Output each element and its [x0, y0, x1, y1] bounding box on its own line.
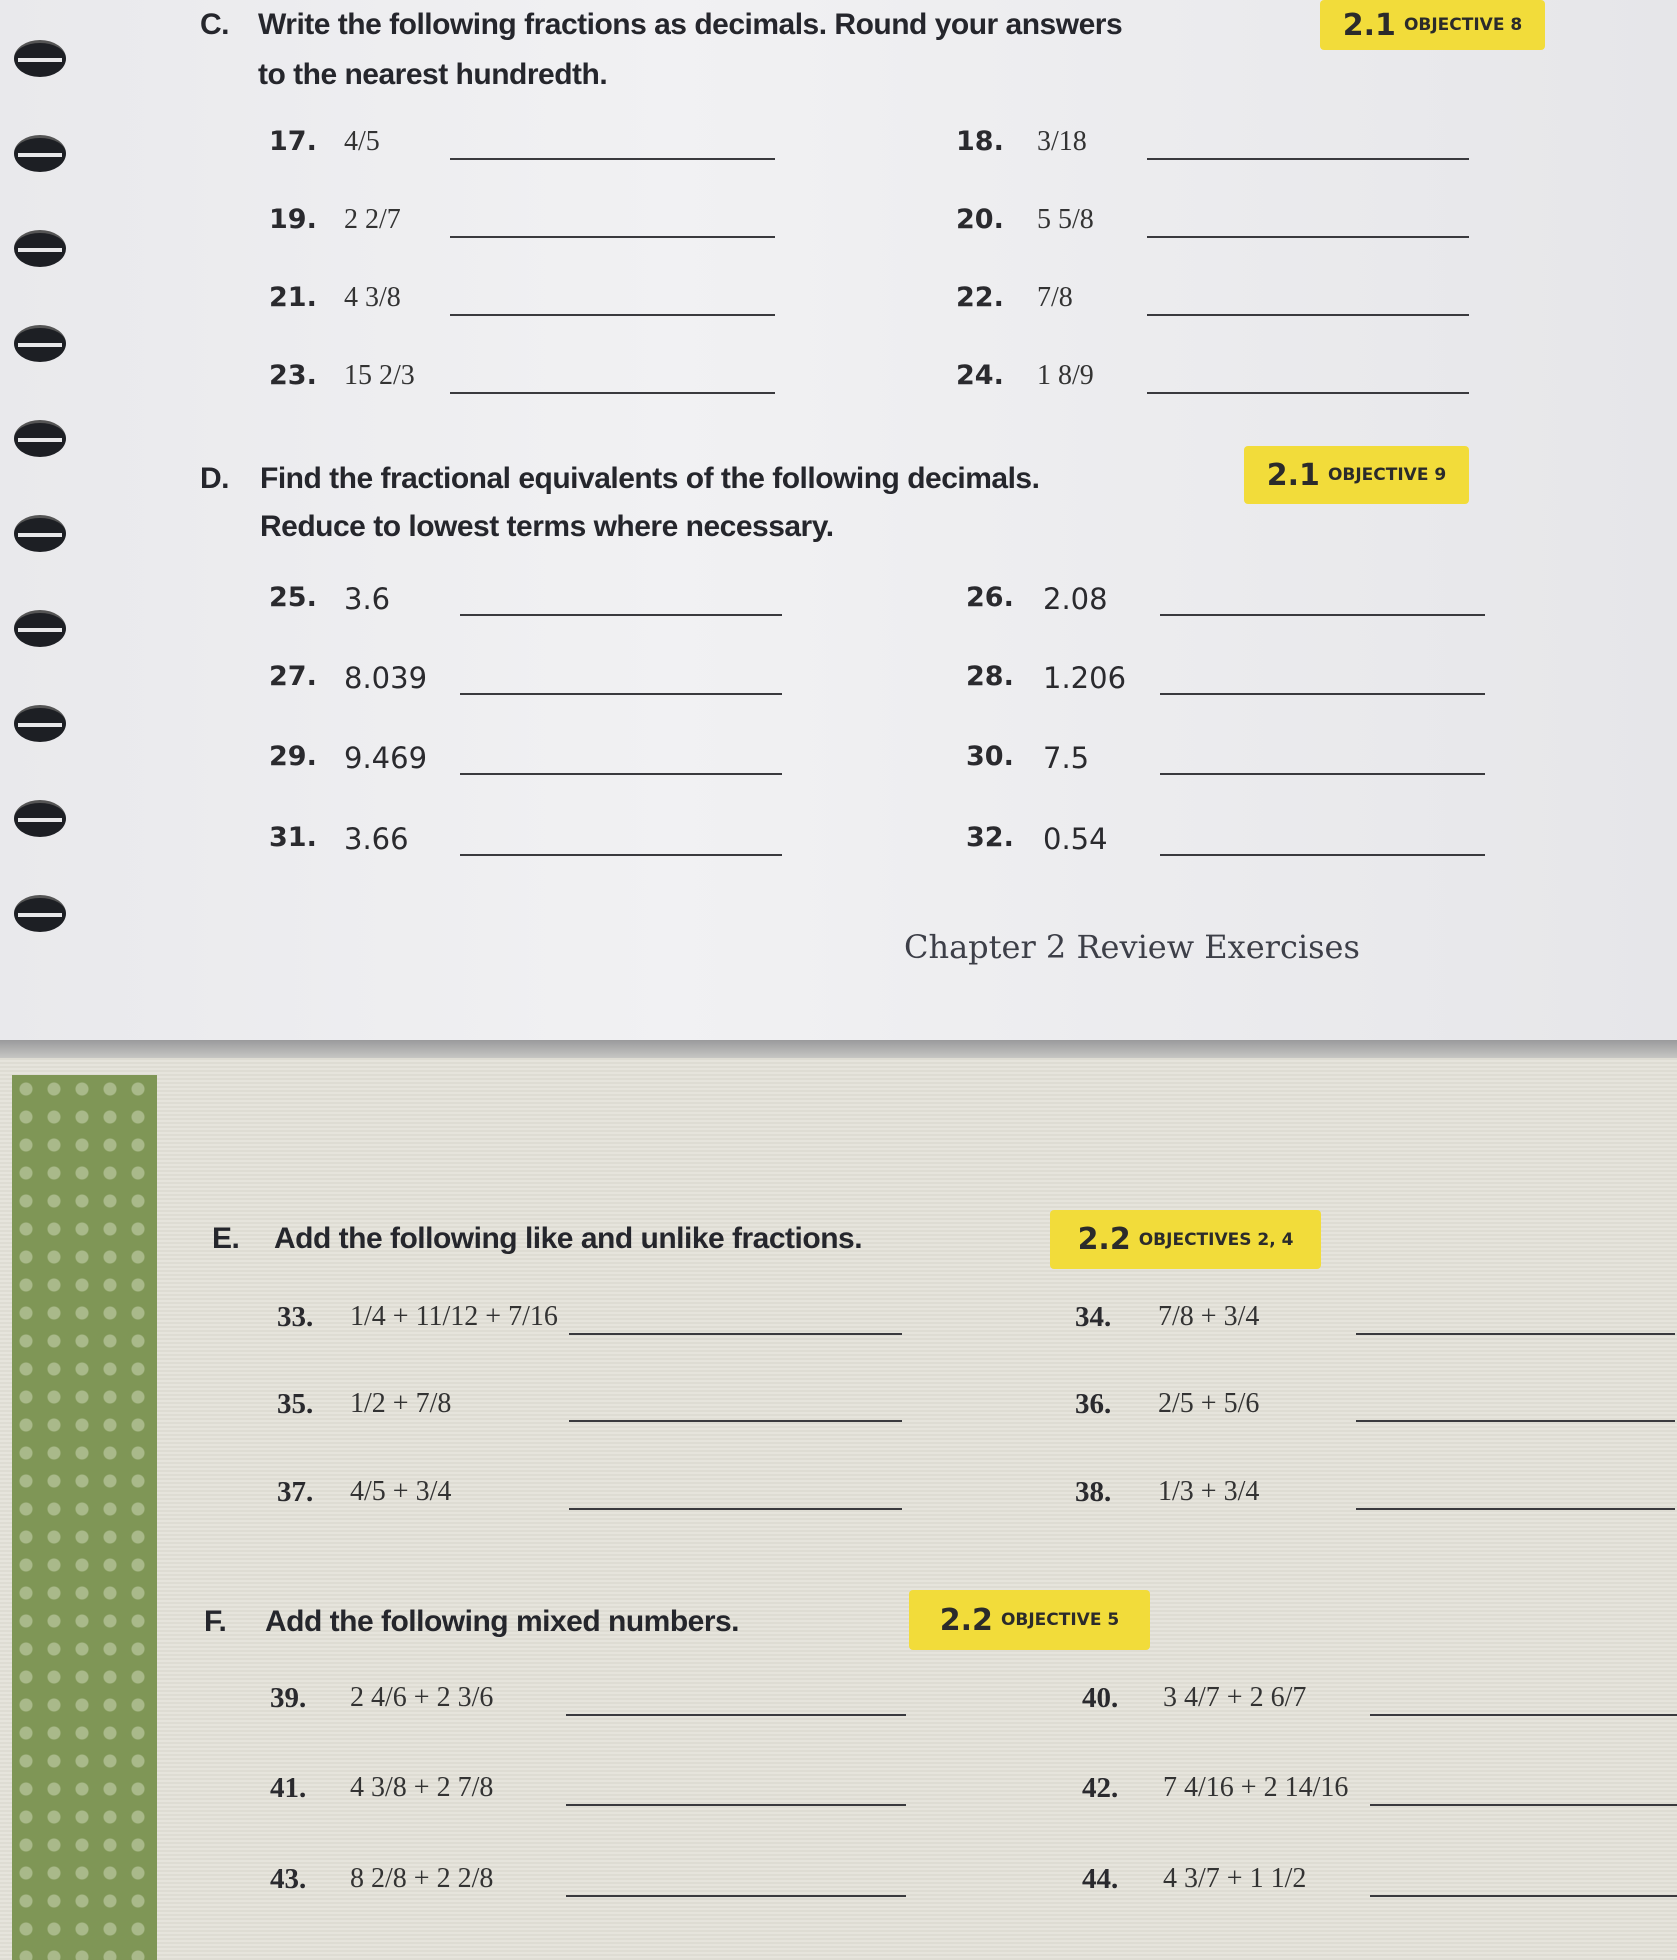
problem-expression: 2 2/7	[344, 204, 401, 235]
badge-number: 2.2	[939, 1602, 993, 1638]
answer-blank[interactable]	[450, 236, 775, 238]
problem-number: 19.	[269, 204, 317, 235]
problem-expression: 4 3/8	[344, 282, 401, 313]
answer-blank[interactable]	[569, 1420, 902, 1422]
problem-number: 36.	[1075, 1388, 1112, 1420]
problem-number: 26.	[966, 582, 1014, 613]
objective-badge-c	[1320, 0, 1545, 50]
badge-number: 2.1	[1342, 7, 1396, 43]
problem-expression: 4 3/8 + 2 7/8	[350, 1772, 494, 1803]
problem-number: 29.	[269, 741, 317, 772]
problem-number: 27.	[269, 661, 317, 692]
answer-blank[interactable]	[1356, 1420, 1675, 1422]
problem-expression: 3 4/7 + 2 6/7	[1163, 1682, 1307, 1713]
problem-expression: 1/3 + 3/4	[1158, 1476, 1260, 1507]
answer-blank[interactable]	[1160, 614, 1485, 616]
problem-number: 38.	[1075, 1476, 1112, 1508]
problem-expression: 8.039	[344, 661, 428, 695]
problem-number: 25.	[269, 582, 317, 613]
problem-number: 28.	[966, 661, 1014, 692]
answer-blank[interactable]	[1160, 693, 1485, 695]
problem-number: 22.	[956, 282, 1004, 313]
section-d-letter: D.	[200, 462, 229, 495]
answer-blank[interactable]	[460, 773, 782, 775]
problem-expression: 1 8/9	[1037, 360, 1094, 391]
problem-expression: 1/2 + 7/8	[350, 1388, 452, 1419]
section-d-instructions-2: Reduce to lowest terms where necessary.	[260, 510, 834, 543]
spiral-ring	[14, 610, 66, 647]
problem-expression: 2.08	[1043, 582, 1108, 616]
answer-blank[interactable]	[450, 392, 775, 394]
answer-blank[interactable]	[1356, 1333, 1675, 1335]
problem-number: 37.	[277, 1476, 314, 1508]
problem-expression: 1.206	[1043, 661, 1127, 695]
badge-text: OBJECTIVE 8	[1403, 15, 1523, 35]
answer-blank[interactable]	[1370, 1895, 1677, 1897]
section-c-letter: C.	[200, 8, 229, 41]
problem-number: 32.	[966, 822, 1014, 853]
section-f-letter: F.	[204, 1605, 227, 1638]
problem-expression: 7/8	[1037, 282, 1073, 313]
problem-expression: 1/4 + 11/12 + 7/16	[350, 1301, 558, 1332]
answer-blank[interactable]	[1147, 236, 1469, 238]
problem-number: 24.	[956, 360, 1004, 391]
spiral-ring	[14, 800, 66, 837]
answer-blank[interactable]	[566, 1714, 906, 1716]
problem-expression: 4/5 + 3/4	[350, 1476, 452, 1507]
problem-number: 43.	[270, 1863, 307, 1895]
answer-blank[interactable]	[1370, 1714, 1677, 1716]
problem-number: 35.	[277, 1388, 314, 1420]
spiral-ring	[14, 515, 66, 552]
section-f-instructions: Add the following mixed numbers.	[265, 1605, 740, 1638]
problem-expression: 9.469	[344, 741, 428, 775]
spiral-ring	[14, 705, 66, 742]
problem-expression: 7 4/16 + 2 14/16	[1163, 1772, 1349, 1803]
problem-expression: 8 2/8 + 2 2/8	[350, 1863, 494, 1894]
badge-text: OBJECTIVE 5	[1000, 1610, 1120, 1630]
spiral-ring	[14, 895, 66, 932]
problem-number: 20.	[956, 204, 1004, 235]
badge-text: OBJECTIVE 9	[1327, 465, 1447, 485]
problem-number: 17.	[269, 126, 317, 157]
green-margin-strip	[12, 1075, 157, 1960]
answer-blank[interactable]	[566, 1895, 906, 1897]
section-c-instructions-2: to the nearest hundredth.	[258, 58, 608, 91]
problem-number: 21.	[269, 282, 317, 313]
problem-number: 42.	[1082, 1772, 1119, 1804]
problem-expression: 0.54	[1043, 822, 1108, 856]
objective-badge-e	[1050, 1210, 1321, 1269]
section-e-instructions: Add the following like and unlike fractions.	[274, 1222, 863, 1255]
problem-number: 41.	[270, 1772, 307, 1804]
problem-number: 23.	[269, 360, 317, 391]
answer-blank[interactable]	[460, 614, 782, 616]
spiral-ring	[14, 230, 66, 267]
problem-expression: 7.5	[1043, 741, 1090, 775]
answer-blank[interactable]	[1147, 392, 1469, 394]
spiral-ring	[14, 325, 66, 362]
answer-blank[interactable]	[450, 314, 775, 316]
problem-number: 33.	[277, 1301, 314, 1333]
answer-blank[interactable]	[1370, 1804, 1677, 1806]
spiral-ring	[14, 40, 66, 77]
problem-expression: 7/8 + 3/4	[1158, 1301, 1260, 1332]
objective-badge-f	[909, 1590, 1150, 1650]
problem-number: 34.	[1075, 1301, 1112, 1333]
spiral-ring	[14, 135, 66, 172]
badge-number: 2.2	[1077, 1222, 1131, 1257]
problem-number: 18.	[956, 126, 1004, 157]
badge-number: 2.1	[1266, 457, 1320, 493]
problem-expression: 2 4/6 + 2 3/6	[350, 1682, 494, 1713]
section-c-instructions-1: Write the following fractions as decimals. Round your answers	[258, 8, 1123, 41]
answer-blank[interactable]	[460, 693, 782, 695]
objective-badge-d	[1244, 446, 1469, 504]
badge-text: OBJECTIVES 2, 4	[1138, 1229, 1294, 1250]
problem-expression: 15 2/3	[344, 360, 415, 391]
problem-expression: 3/18	[1037, 126, 1087, 157]
answer-blank[interactable]	[1356, 1508, 1675, 1510]
answer-blank[interactable]	[569, 1508, 902, 1510]
answer-blank[interactable]	[1147, 314, 1469, 316]
problem-expression: 4 3/7 + 1 1/2	[1163, 1863, 1307, 1894]
chapter-footer: Chapter 2 Review Exercises	[904, 928, 1360, 966]
answer-blank[interactable]	[569, 1333, 902, 1335]
section-e-letter: E.	[212, 1222, 240, 1255]
answer-blank[interactable]	[450, 158, 775, 160]
answer-blank[interactable]	[1160, 854, 1485, 856]
problem-expression: 5 5/8	[1037, 204, 1094, 235]
answer-blank[interactable]	[566, 1804, 906, 1806]
problem-number: 40.	[1082, 1682, 1119, 1714]
answer-blank[interactable]	[1160, 773, 1485, 775]
problem-number: 30.	[966, 741, 1014, 772]
section-d-instructions-1: Find the fractional equivalents of the following decimals.	[260, 462, 1040, 495]
answer-blank[interactable]	[460, 854, 782, 856]
problem-expression: 3.66	[344, 822, 409, 856]
problem-number: 31.	[269, 822, 317, 853]
problem-expression: 2/5 + 5/6	[1158, 1388, 1260, 1419]
problem-number: 39.	[270, 1682, 307, 1714]
spiral-ring	[14, 420, 66, 457]
answer-blank[interactable]	[1147, 158, 1469, 160]
problem-expression: 3.6	[344, 582, 391, 616]
problem-expression: 4/5	[344, 126, 380, 157]
problem-number: 44.	[1082, 1863, 1119, 1895]
